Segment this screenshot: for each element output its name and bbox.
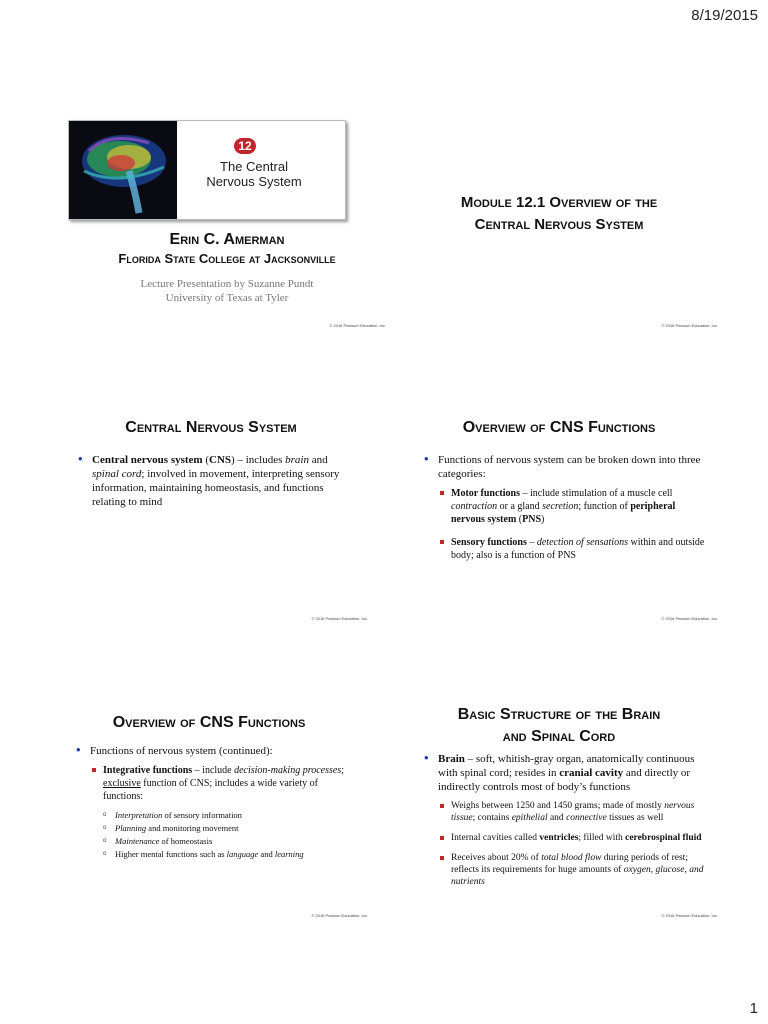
sub-bullet-ventricles: Internal cavities called ventricles; filled with cerebrospinal fluid (438, 832, 706, 844)
slide-title: Central Nervous System (125, 419, 297, 436)
lecture-presenter: Lecture Presentation by Suzanne Pundt (140, 278, 314, 290)
slide-3-central-nervous-system (46, 403, 372, 625)
slide-6-basic-structure (396, 700, 722, 922)
slide-title-line-2: and Spinal Cord (502, 728, 616, 745)
sub-bullet-sensory-functions: Sensory functions – detection of sensations within and outside body; also is a function of PNS (438, 536, 706, 562)
slide-title (396, 704, 722, 748)
module-title (396, 192, 722, 236)
bullet-functions-categories: • Functions of nervous system can be broken down into three categories: Motor functions – include stimulation of a muscle cell contraction or a gland secretion; function of peripheral nervous system (PNS) Sensory functions – detection of sensations within and outside body; also is a function of PNS (424, 453, 706, 562)
college-name: Florida State College at Jacksonville (118, 251, 336, 266)
chapter-cover-image (68, 120, 346, 220)
chapter-title-line-2: Nervous System (206, 174, 302, 189)
author-name: Erin C. Amerman (169, 231, 285, 248)
sub-sub-bullet-list (103, 809, 356, 861)
bullet-brain-definition: • Brain – soft, whitish-gray organ, anatomically continuous with spinal cord; resides in cranial cavity and directly or indirectly controls most of body’s functions Weighs between 1250 and 1450 grams; made of mostly nervous tissue; contains epithelial and connective tissues as well Internal cavities called ventricles; filled with cerebrospinal fluid Receives about 20% of total blood flow during periods of rest; reflects its requirements for huge amounts of oxygen, glucose, and nutrients (424, 752, 706, 888)
copyright-notice: © 2016 Pearson Education, Inc. (311, 616, 368, 621)
copyright-notice: © 2016 Pearson Education, Inc. (661, 913, 718, 918)
chapter-number-badge: 12 (234, 138, 256, 154)
chapter-title-line-1: The Central (220, 159, 288, 174)
item-higher-mental-functions: o Higher mental functions such as language and learning (103, 848, 356, 861)
slide-5-overview-cns-functions-continued (46, 700, 372, 922)
bullet-list (76, 744, 356, 861)
page-number: 1 (749, 1000, 758, 1017)
sub-bullet-brain-weight: Weighs between 1250 and 1450 grams; made of mostly nervous tissue; contains epithelial and connective tissues as well (438, 800, 706, 824)
module-title-line-2: Central Nervous System (474, 216, 644, 233)
chapter-title (199, 159, 309, 189)
bullet-list (424, 453, 706, 562)
slide-1-cover (64, 110, 390, 332)
bullet-list (78, 453, 348, 509)
bullet-functions-continued: • Functions of nervous system (continued): Integrative functions – include decision-making processes; exclusive function of CNS; includes a wide variety of functions: o Interpretation of sensory information o Planning and monitoring movement o Maintenance of homeostasis o Higher mental functions such as language and learning (76, 744, 356, 861)
sub-bullet-motor-functions: Motor functions – include stimulation of a muscle cell contraction or a gland secretion; function of peripheral nervous system (PNS) (438, 487, 706, 526)
slide-title: Overview of CNS Functions (462, 419, 656, 436)
sub-bullet-blood-flow: Receives about 20% of total blood flow during periods of rest; reflects its requirements for huge amounts of oxygen, glucose, and nutrients (438, 852, 706, 888)
slide-2-module-title (396, 110, 722, 332)
presenter-university: University of Texas at Tyler (165, 292, 289, 304)
item-maintenance: o Maintenance of homeostasis (103, 835, 356, 848)
brain-tractography-image (69, 121, 177, 219)
slide-4-overview-cns-functions (396, 403, 722, 625)
sub-bullet-list (438, 487, 706, 562)
sub-bullet-list (438, 800, 706, 888)
bullet-cns-definition: • Central nervous system (CNS) – includes brain and spinal cord; involved in movement, interpreting sensory information, maintaining homeostasis, and functions relating to mind (78, 453, 348, 509)
copyright-notice: © 2016 Pearson Education, Inc. (329, 323, 386, 328)
item-planning: o Planning and monitoring movement (103, 822, 356, 835)
sub-bullet-list (90, 764, 356, 861)
slide-title-line-1: Basic Structure of the Brain (457, 706, 661, 723)
sub-bullet-integrative-functions: Integrative functions – include decision-making processes; exclusive function of CNS; includes a wide variety of functions: o Interpretation of sensory information o Planning and monitoring movement o Maintenance of homeostasis o Higher mental functions such as language and learning (90, 764, 356, 861)
copyright-notice: © 2016 Pearson Education, Inc. (661, 323, 718, 328)
copyright-notice: © 2016 Pearson Education, Inc. (661, 616, 718, 621)
copyright-notice: © 2016 Pearson Education, Inc. (311, 913, 368, 918)
page-date: 8/19/2015 (691, 7, 758, 24)
bullet-list (424, 752, 706, 888)
slide-title: Overview of CNS Functions (112, 714, 306, 731)
item-interpretation: o Interpretation of sensory information (103, 809, 356, 822)
module-title-line-1: Module 12.1 Overview of the (460, 194, 658, 211)
